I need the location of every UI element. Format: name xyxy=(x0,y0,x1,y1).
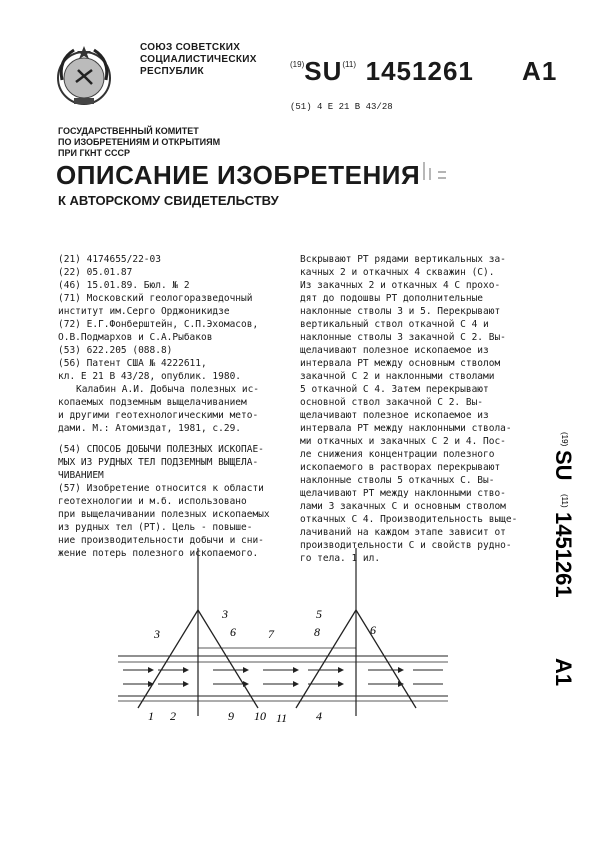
patent-id-row xyxy=(290,56,557,87)
abstract-line: из рудных тел (РТ). Цель - повыше- xyxy=(58,522,253,533)
abstract-line: Вскрывают РТ рядами вертикальных за- xyxy=(300,254,506,265)
biblio-line: (53) 622.205 (088.8) xyxy=(58,345,173,356)
abstract-line: жение потерь полезного ископаемого. xyxy=(58,548,259,559)
abstract-line: качных 2 и откачных 4 скважин (С). xyxy=(300,267,495,278)
side-tag-11: (11) xyxy=(560,494,569,508)
label-10: 10 xyxy=(254,709,266,723)
org-name xyxy=(140,42,257,78)
invention-title-line: ЧИВАНИЕМ xyxy=(58,470,104,481)
abstract-line: интервала РТ между наклонными ствола- xyxy=(300,423,512,434)
label-2: 2 xyxy=(170,709,176,723)
biblio-line: (22) 05.01.87 xyxy=(58,267,133,278)
label-3-left: 3 xyxy=(154,627,160,641)
abstract-line: производительности С и свойств рудно- xyxy=(300,540,512,551)
tag-19: (19) xyxy=(290,60,305,69)
org-line: СОЮЗ СОВЕТСКИХ xyxy=(140,42,241,53)
abstract-line: щелачивают РТ между наклонными ство- xyxy=(300,488,506,499)
side-number: 1451261 xyxy=(551,512,576,598)
invention-title-line: МЫХ ИЗ РУДНЫХ ТЕЛ ПОДЗЕМНЫМ ВЫЩЕЛА- xyxy=(58,457,259,468)
invention-title-line: (54) СПОСОБ ДОБЫЧИ ПОЛЕЗНЫХ ИСКОПАЕ- xyxy=(58,444,264,455)
committee-line: ГОСУДАРСТВЕННЫЙ КОМИТЕТ xyxy=(58,126,199,136)
kind-code: A1 xyxy=(522,56,558,86)
label-3-top: 3 xyxy=(222,607,228,621)
org-line: РЕСПУБЛИК xyxy=(140,66,204,77)
abstract-line: вертикальный ствол откачной С 4 и xyxy=(300,319,489,330)
abstract-line: ископаемого в растворах перекрывают xyxy=(300,462,501,473)
biblio-line: (21) 4174655/22-03 xyxy=(58,254,161,265)
abstract-line: откачных С 4. Производительность выще- xyxy=(300,514,518,525)
stamp-mark-icon xyxy=(418,158,450,184)
biblio-line: кл. Е 21 В 43/28, опублик. 1980. xyxy=(58,371,242,382)
abstract-line: лами 3 закачных С и основным стволом xyxy=(300,501,506,512)
label-9: 9 xyxy=(228,709,234,723)
abstract-line: щелачивают полезное ископаемое из xyxy=(300,345,489,356)
patent-number: 1451261 xyxy=(365,56,474,86)
committee-line: ПО ИЗОБРЕТЕНИЯМ И ОТКРЫТИЯМ xyxy=(58,137,221,147)
biblio-line: и другими геотехнологическими мето- xyxy=(58,410,259,421)
abstract-line: щелачивают полезное ископаемое из xyxy=(300,410,489,421)
label-4: 4 xyxy=(316,709,322,723)
biblio-line: Калабин А.И. Добыча полезных ис- xyxy=(76,384,260,395)
classification: (51) 4 E 21 B 43/28 xyxy=(290,102,393,112)
biblio-line: (46) 15.01.89. Бюл. № 2 xyxy=(58,280,190,291)
tag-11: (11) xyxy=(342,60,356,69)
label-7: 7 xyxy=(268,627,274,641)
abstract-line: закачной С 2 и наклонными стволами xyxy=(300,371,495,382)
abstract-line: дят до подошвы РТ дополнительные xyxy=(300,293,484,304)
technical-figure xyxy=(118,548,448,748)
abstract-line: лачиваний на каждом этапе зависит от xyxy=(300,527,506,538)
label-1: 1 xyxy=(148,709,154,723)
abstract-line: наклонные стволы 5 откачных С. Вы- xyxy=(300,475,495,486)
abstract-line: го тела. 1 ил. xyxy=(300,553,381,564)
abstract-line: 5 откачной С 4. Затем перекрывают xyxy=(300,384,489,395)
biblio-line: копаемых подземным выщелачиванием xyxy=(58,397,247,408)
biblio-line: дами. М.: Атомиздат, 1981, с.29. xyxy=(58,423,242,434)
committee-line: ПРИ ГКНТ СССР xyxy=(58,148,131,158)
side-patent-number xyxy=(528,432,576,712)
label-5: 5 xyxy=(316,607,322,621)
biblio-line: (72) Е.Г.Фонберштейн, С.П.Эхомасов, xyxy=(58,319,259,330)
document-subtitle: К АВТОРСКОМУ СВИДЕТЕЛЬСТВУ xyxy=(58,193,279,208)
side-tag-19: (19) xyxy=(560,432,569,447)
abstract-line: основной ствол закачной С 2. Вы- xyxy=(300,397,484,408)
abstract-line: интервала РТ между основным стволом xyxy=(300,358,501,369)
biblio-line: институт им.Серго Орджоникидзе xyxy=(58,306,230,317)
label-6-left: 6 xyxy=(230,625,236,639)
abstract-line: ми откачных и закачных С 2 и 4. Пос- xyxy=(300,436,506,447)
label-8: 8 xyxy=(314,625,320,639)
abstract-line: ние производительности добычи и сни- xyxy=(58,535,264,546)
abstract-line: (57) Изобретение относится к области xyxy=(58,483,264,494)
country-code: SU xyxy=(304,56,343,86)
abstract-line: геотехнологии и м.б. использовано xyxy=(58,496,247,507)
committee xyxy=(58,126,220,159)
document-title: ОПИСАНИЕ ИЗОБРЕТЕНИЯ xyxy=(56,160,421,190)
biblio-line: (56) Патент США № 4222611, xyxy=(58,358,207,369)
abstract-line: наклонные стволы 3 и 5. Перекрывают xyxy=(300,306,501,317)
left-column xyxy=(58,253,276,560)
label-11: 11 xyxy=(276,711,288,725)
biblio-line: (71) Московский геологоразведочный xyxy=(58,293,253,304)
org-line: СОЦИАЛИСТИЧЕСКИХ xyxy=(140,54,257,65)
abstract-line: ле снижения концентрации полезного xyxy=(300,449,495,460)
abstract-line: Из закачных 2 и откачных 4 С прохо- xyxy=(300,280,501,291)
biblio-line: О.В.Подмархов и С.А.Рыбаков xyxy=(58,332,213,343)
abstract-line: наклонные стволы 3 закачной С 2. Вы- xyxy=(300,332,506,343)
side-kind: A1 xyxy=(551,658,576,687)
right-column xyxy=(300,253,528,565)
abstract-line: при выщелачивании полезных ископаемых xyxy=(58,509,270,520)
label-6-right: 6 xyxy=(370,623,376,637)
side-country: SU xyxy=(551,450,576,481)
ussr-emblem-icon xyxy=(48,40,120,112)
